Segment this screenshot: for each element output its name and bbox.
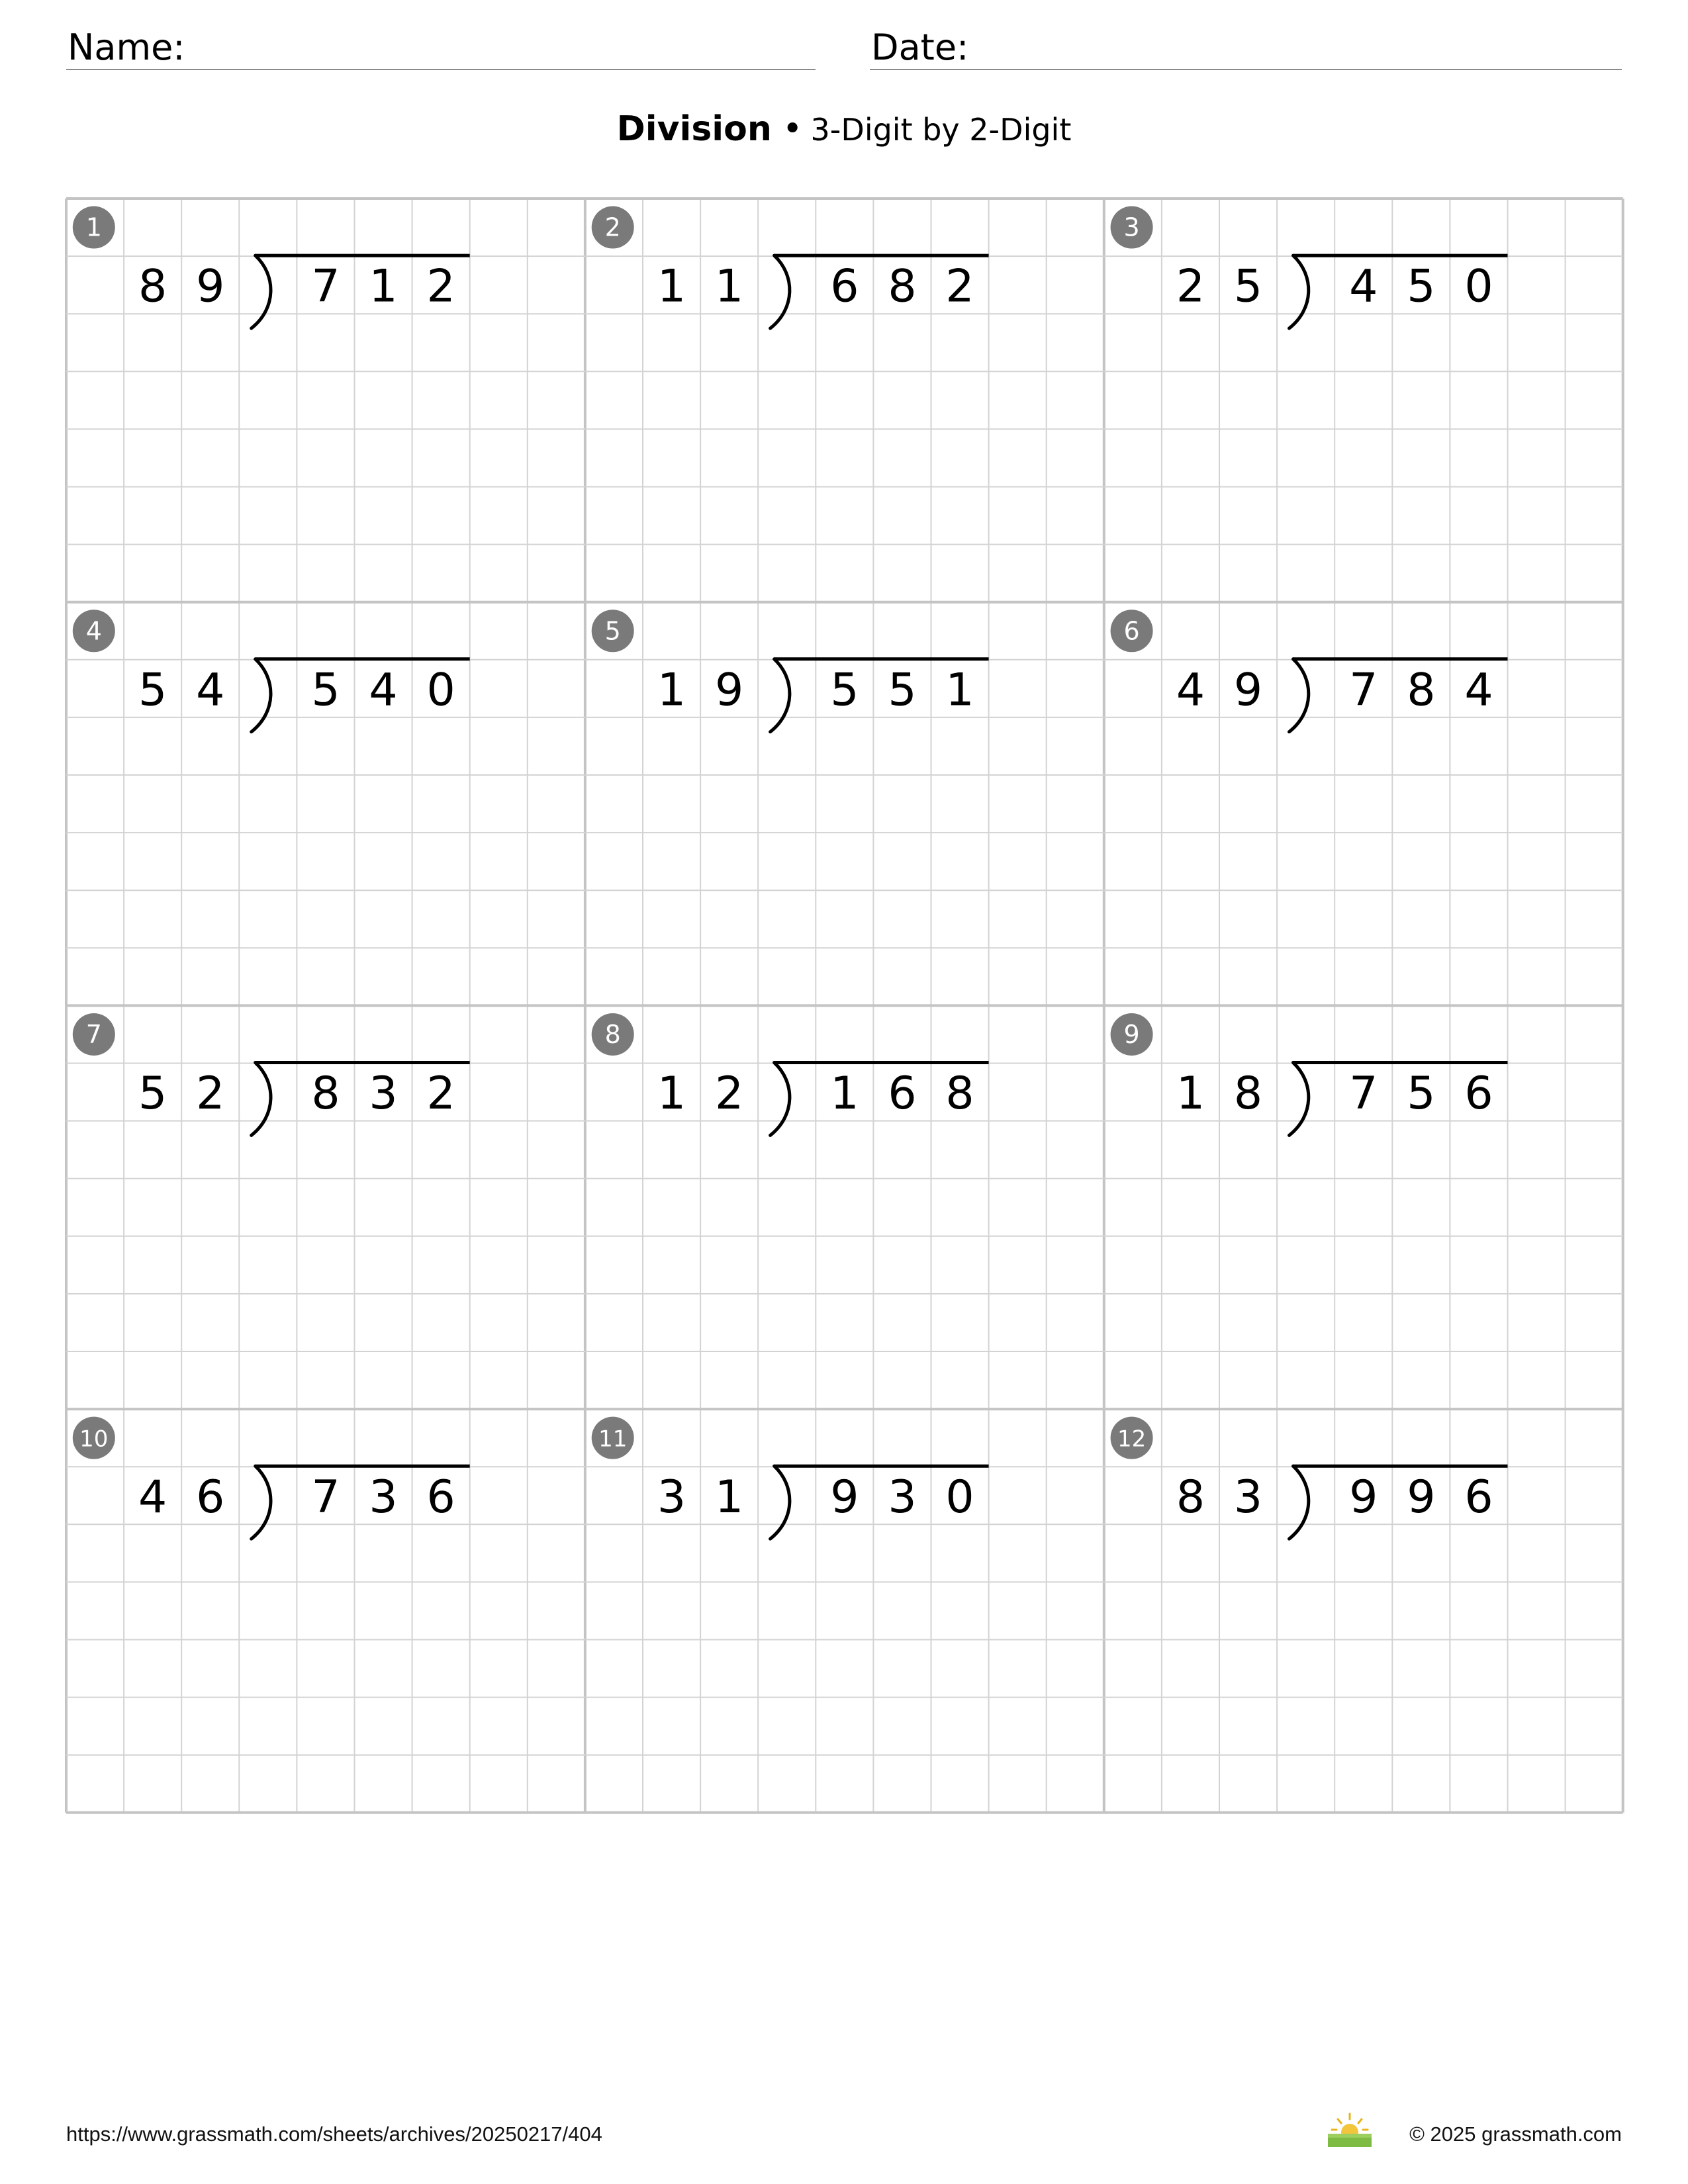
dividend-digit: 0 (945, 1471, 974, 1524)
dividend-digit: 5 (1407, 1068, 1436, 1120)
divisor-digit: 1 (1176, 1068, 1205, 1120)
divisor-digit: 4 (1176, 664, 1205, 717)
division-bracket (771, 255, 790, 328)
dividend-digit: 8 (1407, 664, 1436, 717)
problem-number: 12 (1117, 1426, 1147, 1453)
dividend-digit: 2 (426, 1068, 455, 1120)
dividend-digit: 4 (1464, 664, 1493, 717)
sun-over-grass-icon (1327, 2111, 1373, 2148)
problem-number: 10 (79, 1426, 109, 1453)
dividend-digit: 6 (1464, 1068, 1493, 1120)
dividend-digit: 7 (311, 1471, 340, 1524)
dividend-digit: 3 (888, 1471, 917, 1524)
date-label: Date: (871, 26, 969, 68)
divisor-digit: 5 (138, 664, 167, 717)
dividend-digit: 3 (369, 1471, 398, 1524)
divisor-digit: 1 (715, 260, 744, 313)
dividend-digit: 0 (426, 664, 455, 717)
divisor-digit: 4 (196, 664, 225, 717)
dividend-digit: 5 (311, 664, 340, 717)
division-bracket (771, 1063, 790, 1136)
problem-number: 7 (85, 1019, 102, 1049)
division-bracket (1289, 1063, 1308, 1136)
problem-number: 4 (85, 616, 102, 646)
dividend-digit: 0 (1464, 260, 1493, 313)
dividend-digit: 8 (945, 1068, 974, 1120)
problem-number: 8 (604, 1019, 621, 1049)
dividend-digit: 7 (1349, 664, 1378, 717)
dividend-digit: 4 (369, 664, 398, 717)
dividend-digit: 2 (426, 260, 455, 313)
dividend-digit: 4 (1349, 260, 1378, 313)
divisor-digit: 4 (138, 1471, 167, 1524)
dividend-digit: 5 (888, 664, 917, 717)
division-bracket (1289, 659, 1308, 732)
division-bracket (771, 659, 790, 732)
divisor-digit: 8 (1233, 1068, 1263, 1120)
divisor-digit: 1 (657, 664, 686, 717)
dividend-digit: 6 (888, 1068, 917, 1120)
dividend-digit: 5 (1407, 260, 1436, 313)
divisor-digit: 3 (657, 1471, 686, 1524)
dividend-digit: 1 (945, 664, 974, 717)
problem-number: 9 (1123, 1019, 1140, 1049)
division-bracket (1289, 255, 1308, 328)
dividend-digit: 7 (1349, 1068, 1378, 1120)
division-bracket (252, 1063, 271, 1136)
title-subtitle: 3-Digit by 2-Digit (810, 112, 1072, 148)
dividend-digit: 5 (830, 664, 859, 717)
dividend-digit: 2 (945, 260, 974, 313)
dividend-digit: 7 (311, 260, 340, 313)
divisor-digit: 1 (657, 260, 686, 313)
footer-url[interactable]: https://www.grassmath.com/sheets/archives/20250217/404 (66, 2122, 602, 2146)
dividend-digit: 9 (1407, 1471, 1436, 1524)
problem-number: 6 (1123, 616, 1140, 646)
dividend-digit: 1 (830, 1068, 859, 1120)
divisor-digit: 3 (1233, 1471, 1263, 1524)
divisor-digit: 9 (715, 664, 744, 717)
division-bracket (252, 1466, 271, 1539)
problem-number: 2 (604, 212, 621, 242)
divisor-digit: 1 (657, 1068, 686, 1120)
divisor-digit: 8 (1176, 1471, 1205, 1524)
title-separator: • (782, 109, 803, 149)
divisor-digit: 2 (715, 1068, 744, 1120)
dividend-digit: 6 (426, 1471, 455, 1524)
division-bracket (252, 255, 271, 328)
divisor-digit: 8 (138, 260, 167, 313)
dividend-digit: 6 (1464, 1471, 1493, 1524)
division-bracket (771, 1466, 790, 1539)
division-bracket (1289, 1466, 1308, 1539)
divisor-digit: 2 (1176, 260, 1205, 313)
divisor-digit: 5 (1233, 260, 1263, 313)
divisor-digit: 9 (196, 260, 225, 313)
divisor-digit: 1 (715, 1471, 744, 1524)
dividend-digit: 8 (888, 260, 917, 313)
problem-number: 1 (85, 212, 102, 242)
footer-copyright: © 2025 grassmath.com (1409, 2122, 1622, 2146)
dividend-digit: 3 (369, 1068, 398, 1120)
title-main: Division (616, 109, 772, 149)
divisor-digit: 2 (196, 1068, 225, 1120)
dividend-digit: 1 (369, 260, 398, 313)
divisor-digit: 9 (1233, 664, 1263, 717)
problem-number: 5 (604, 616, 621, 646)
problem-number: 11 (598, 1426, 628, 1453)
dividend-digit: 9 (1349, 1471, 1378, 1524)
dividend-digit: 6 (830, 260, 859, 313)
dividend-digit: 9 (830, 1471, 859, 1524)
problem-number: 3 (1123, 212, 1140, 242)
divisor-digit: 6 (196, 1471, 225, 1524)
divisor-digit: 5 (138, 1068, 167, 1120)
dividend-digit: 8 (311, 1068, 340, 1120)
division-bracket (252, 659, 271, 732)
name-label: Name: (68, 26, 185, 68)
